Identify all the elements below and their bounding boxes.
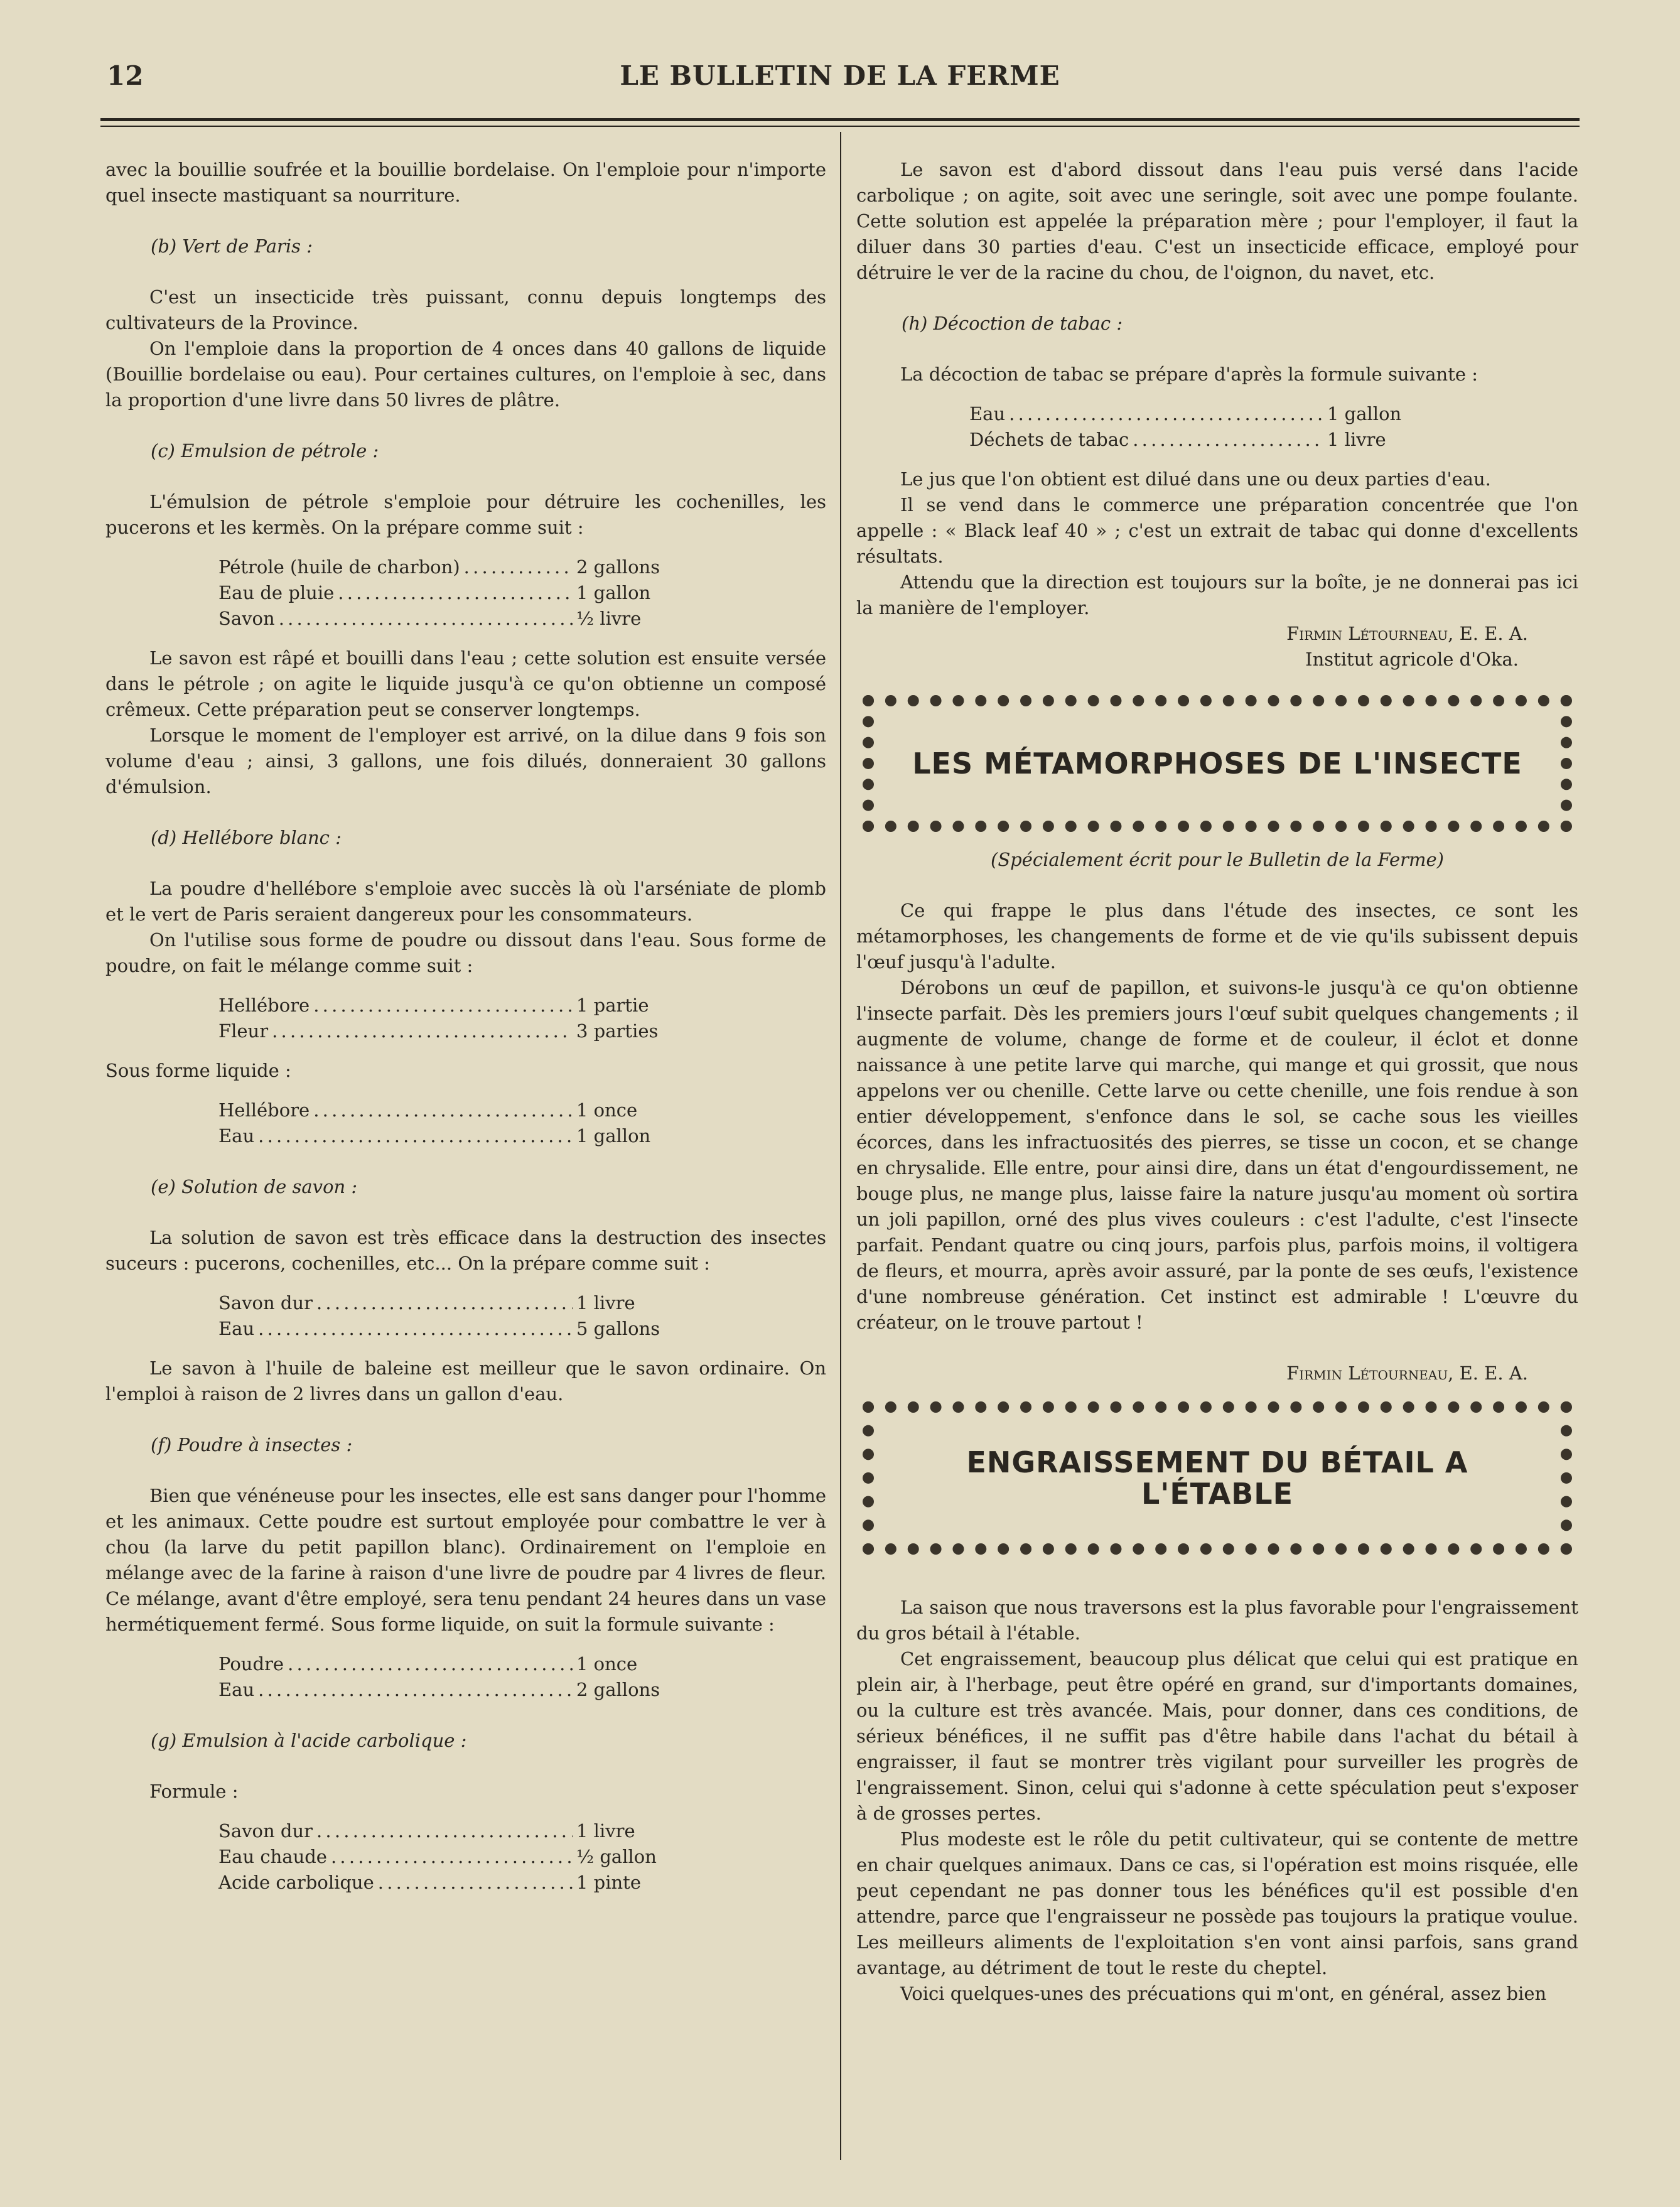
article-subtitle: (Spécialement écrit pour le Bulletin de la Ferme) bbox=[991, 849, 1444, 870]
formula-table bbox=[218, 993, 670, 1044]
formula-row: Eau . . . 1 gallon bbox=[218, 1123, 670, 1149]
paragraph: Ce qui frappe le plus dans l'étude des insectes, ce sont les métamorphoses, les changements de forme et de vie qu'ils subissent depuis l'œuf jusqu'à l'adulte. bbox=[856, 900, 1578, 973]
formula-row: Eau . . . 5 gallons bbox=[218, 1316, 670, 1342]
formula-row: Acide carbolique . . . 1 pinte bbox=[218, 1870, 670, 1896]
liquid-label: Sous forme liquide : bbox=[105, 1060, 291, 1081]
running-title: LE BULLETIN DE LA FERME bbox=[620, 60, 1060, 91]
formula-table bbox=[218, 1818, 670, 1896]
formula-row: Poudre . . . 1 once bbox=[218, 1651, 670, 1677]
paragraph: Cet engraissement, beaucoup plus délicat que celui qui est pratique en plein air, à l'herbage, peut être opéré en grand, sur d'importants domaines, ou la culture est très avancée. Mais, pour donner, dans ces conditions, de sérieux bénéfices, il ne suffit pas d'être habile dans l'achat du bétail à engraisser, il faut se montrer très vigilant pour surveiller les progrès de l'engraissement. Sinon, celui qui s'adonne à cette spéculation peut s'exposer à de grosses pertes. bbox=[856, 1648, 1578, 1824]
formula-table bbox=[218, 1651, 670, 1703]
formula-table bbox=[218, 554, 670, 632]
paragraph: Plus modeste est le rôle du petit cultivateur, qui se contente de mettre en chair quelques animaux. Dans ce cas, si l'opération est moins risquée, elle peut cependant ne pas donner tous les bénéfices qu'il est possible d'en attendre, parce que l'engraisseur ne possède pas toujours la pratique voulue. Les meilleurs aliments de l'exploitation s'en vont ainsi parfois, sans grand avantage, au détriment de tout le reste du cheptel. bbox=[856, 1828, 1578, 1978]
spacer bbox=[856, 873, 1578, 898]
column-divider bbox=[840, 132, 841, 2160]
formula-row: Pétrole (huile de charbon) . . . 2 gallons bbox=[218, 554, 670, 580]
metamorphoses-title-box bbox=[863, 695, 1572, 832]
section-e-heading: (e) Solution de savon : bbox=[151, 1176, 358, 1197]
paragraph: C'est un insecticide très puissant, connu depuis longtemps des cultivateurs de la Province. bbox=[105, 286, 826, 333]
right-column bbox=[856, 157, 1578, 2007]
formula-row: Eau de pluie . . . 1 gallon bbox=[218, 580, 670, 606]
formula-row: Déchets de tabac . . . 1 livre bbox=[969, 427, 1421, 453]
formula-row: Eau chaude . . . ½ gallon bbox=[218, 1844, 670, 1870]
formula-table bbox=[218, 1290, 670, 1342]
section-c-heading: (c) Emulsion de pétrole : bbox=[151, 440, 379, 461]
formula-table bbox=[969, 401, 1421, 453]
formula-row: Savon dur . . . 1 livre bbox=[218, 1290, 670, 1316]
paragraph: La solution de savon est très efficace dans la destruction des insectes suceurs : pucerons, cochenilles, etc... On la prépare comme suit : bbox=[105, 1227, 826, 1274]
article-title: LES MÉTAMORPHOSES DE L'INSECTE bbox=[912, 747, 1522, 780]
formula-row: Eau . . . 1 gallon bbox=[969, 401, 1421, 427]
header-rule-thick bbox=[100, 118, 1580, 121]
article-title-line2: L'ÉTABLE bbox=[1141, 1477, 1294, 1511]
paragraph: Lorsque le moment de l'employer est arrivé, on la dilue dans 9 fois son volume d'eau ; ainsi, 3 gallons, une fois dilués, donneraient 30 gallons d'émulsion. bbox=[105, 725, 826, 797]
paragraph: Le savon est d'abord dissout dans l'eau puis versé dans l'acide carbolique ; on agite, soit avec une seringle, soit avec une pompe foulante. Cette solution est appelée la préparation mère ; pour l'employer, il faut la diluer dans 30 parties d'eau. C'est un insecticide efficace, employé pour détruire le ver de la racine du chou, de l'oignon, du navet, etc. bbox=[856, 159, 1578, 283]
page-header bbox=[100, 60, 1580, 104]
paragraph: Le savon est râpé et bouilli dans l'eau ; cette solution est ensuite versée dans le pétrole ; on agite le liquide jusqu'à ce qu'on obtienne un composé crêmeux. Cette préparation peut se conserver longtemps. bbox=[105, 647, 826, 720]
formule-label: Formule : bbox=[149, 1781, 239, 1802]
paragraph: Dérobons un œuf de papillon, et suivons-le jusqu'à ce qu'on obtienne l'insecte parfait. Dès les premiers jours l'œuf subit quelques changements ; il augmente de volume, change de forme et de couleur, il éclot et donne naissance à une petite larve qui marche, qui mange et qui grossit, que nous appelons ver ou chenille. Cette larve ou cette chenille, une fois rendue à son entier développement, s'enfonce dans le sol, se cache sous les vieilles écorces, dans les infractuosités des pierres, se tisse un cocon, et se change en chrysalide. Elle entre, pour ainsi dire, dans un état d'engourdissement, ne bouge plus, ne mange plus, laisse faire la nature jusqu'au moment où sortira un joli papillon, orné des plus vives couleurs : c'est l'adulte, c'est l'insecte parfait. Pendant quatre ou cinq jours, parfois plus, parfois moins, il voltigera de fleurs, et mourra, après avoir assuré, par la ponte de ses œufs, l'existence d'une nombreuse génération. Cet instinct est admirable ! L'œuvre du créateur, on le trouve partout ! bbox=[856, 977, 1578, 1333]
paragraph: On l'utilise sous forme de poudre ou dissout dans l'eau. Sous forme de poudre, on fait le mélange comme suit : bbox=[105, 929, 826, 976]
paragraph: On l'emploie dans la proportion de 4 onces dans 40 gallons de liquide (Bouillie bordelaise ou eau). Pour certaines cultures, on l'emploie à sec, dans la proportion d'une livre dans 50 livres de plâtre. bbox=[105, 338, 826, 411]
author-signature: Firmin Létourneau, E. E. A. bbox=[1286, 623, 1528, 644]
paragraph: Le savon à l'huile de baleine est meilleur que le savon ordinaire. On l'emploi à raison de 2 livres dans un gallon d'eau. bbox=[105, 1357, 826, 1405]
spacer bbox=[856, 1336, 1578, 1361]
author-institution: Institut agricole d'Oka. bbox=[1305, 649, 1519, 670]
paragraph: La décoction de tabac se prépare d'après la formule suivante : bbox=[900, 364, 1478, 385]
section-h-heading: (h) Décoction de tabac : bbox=[902, 313, 1123, 334]
section-b-heading: (b) Vert de Paris : bbox=[151, 235, 313, 257]
formula-row: Hellébore . . . 1 once bbox=[218, 1098, 670, 1123]
section-f-heading: (f) Poudre à insectes : bbox=[151, 1434, 353, 1455]
intro-paragraph: avec la bouillie soufrée et la bouillie bordelaise. On l'emploie pour n'importe quel insecte mastiquant sa nourriture. bbox=[105, 159, 826, 206]
paragraph: La saison que nous traversons est la plus favorable pour l'engraissement du gros bétail à l'étable. bbox=[856, 1597, 1578, 1644]
formula-row: Hellébore . . . 1 partie bbox=[218, 993, 670, 1018]
paragraph: Attendu que la direction est toujours sur la boîte, je ne donnerai pas ici la manière de l'employer. bbox=[856, 571, 1578, 618]
paragraph: Il se vend dans le commerce une préparation concentrée que l'on appelle : « Black leaf 40 » ; c'est un extrait de tabac qui donne d'excellents résultats. bbox=[856, 494, 1578, 567]
spacer bbox=[856, 1570, 1578, 1595]
header-rule-thin bbox=[100, 126, 1580, 127]
formula-row: Savon dur . . . 1 livre bbox=[218, 1818, 670, 1844]
engraissement-title-box bbox=[863, 1401, 1572, 1555]
paragraph: Le jus que l'on obtient est dilué dans une ou deux parties d'eau. bbox=[900, 468, 1491, 490]
paragraph: La poudre d'hellébore s'emploie avec succès là où l'arséniate de plomb et le vert de Paris seraient dangereux pour les consommateurs. bbox=[105, 878, 826, 925]
paragraph: Bien que vénéneuse pour les insectes, elle est sans danger pour l'homme et les animaux. Cette poudre est surtout employée pour combattre le ver à chou (la larve du petit papillon blanc). Ordinairement on l'emploie en mélange avec de la farine à raison d'une livre de poudre par 4 livres de fleur. Ce mélange, avant d'être employé, sera tenu pendant 24 heures dans un vase hermétiquement fermé. Sous forme liquide, on suit la formule suivante : bbox=[105, 1485, 826, 1635]
formula-table bbox=[218, 1098, 670, 1149]
section-d-heading: (d) Hellébore blanc : bbox=[151, 827, 342, 848]
left-column bbox=[105, 157, 826, 1909]
section-g-heading: (g) Emulsion à l'acide carbolique : bbox=[151, 1730, 467, 1751]
formula-row: Eau . . . 2 gallons bbox=[218, 1677, 670, 1703]
paragraph: L'émulsion de pétrole s'emploie pour détruire les cochenilles, les pucerons et les kermès. On la prépare comme suit : bbox=[105, 491, 826, 538]
page-number: 12 bbox=[107, 60, 144, 91]
paragraph: Voici quelques-unes des précuations qui m'ont, en général, assez bien bbox=[900, 1983, 1547, 2004]
formula-row: Savon . . . ½ livre bbox=[218, 606, 670, 632]
article-title-line1: ENGRAISSEMENT DU BÉTAIL A bbox=[966, 1445, 1468, 1479]
formula-row: Fleur . . . 3 parties bbox=[218, 1018, 670, 1044]
author-signature: Firmin Létourneau, E. E. A. bbox=[1286, 1363, 1528, 1384]
